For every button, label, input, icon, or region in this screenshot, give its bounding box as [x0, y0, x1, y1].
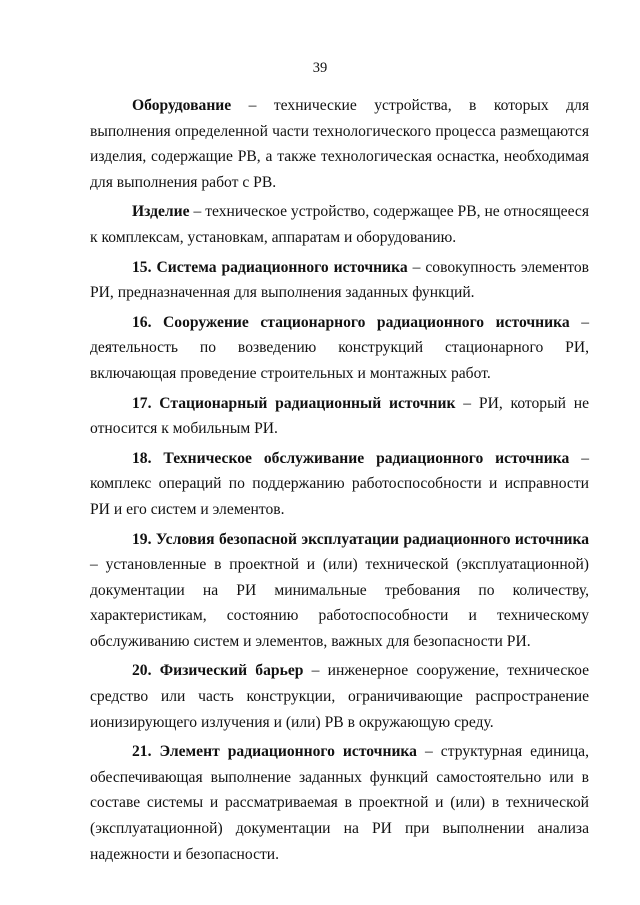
definition-text: – техническое устройство, содержащее РВ, не относящееся к комплексам, установкам, аппаратам и оборудованию.	[90, 203, 589, 246]
definition-paragraph	[90, 391, 589, 442]
defined-term: 16. Сооружение стационарного радиационного источника	[132, 313, 570, 331]
defined-term: 17. Стационарный радиационный источник	[132, 394, 456, 412]
definition-text: – РИ, который не относится к мобильным РИ.	[90, 394, 589, 438]
defined-term: 19. Условия безопасной эксплуатации радиационного источника	[132, 530, 589, 548]
definition-text: – совокупность элементов РИ, предназначенная для выполнения заданных функций.	[90, 258, 589, 302]
defined-term: 18. Техническое обслуживание радиационного источника	[132, 449, 570, 467]
document-body	[90, 93, 589, 871]
defined-term: 20. Физический барьер	[132, 662, 304, 680]
defined-term: 15. Система радиационного источника	[132, 258, 408, 276]
definition-text: – технические устройства, в которых для выполнения определенной части технологического процесса размещаются изделия, содержащие РВ, а также технологическая оснастка, необходимая для выполнения работ с РВ.	[90, 97, 589, 191]
definition-paragraph	[90, 93, 589, 195]
definition-paragraph	[90, 739, 589, 867]
definition-paragraph	[90, 658, 589, 735]
definition-text: – структурная единица, обеспечивающая выполнение заданных функций самостоятельно или в составе системы и рассматриваемая в проектной и (или) в технической (эксплуатационной) документации на РИ при выполнении анализа надежности и безопасности.	[90, 743, 589, 863]
defined-term: 21. Элемент радиационного источника	[132, 743, 417, 761]
definition-paragraph	[90, 255, 589, 306]
definition-paragraph	[90, 446, 589, 523]
defined-term: Оборудование	[132, 97, 232, 114]
defined-term: Изделие	[132, 203, 190, 221]
definition-paragraph	[90, 527, 589, 655]
definition-text: – установленные в проектной и (или) технической (эксплуатационной) документации на РИ минимальные требования по количеству, характеристикам, состоянию работоспособности и техническому обслуживанию систем и элементов, важных для безопасности РИ.	[90, 556, 589, 650]
definition-paragraph	[90, 310, 589, 387]
definition-text: – деятельность по возведению конструкций стационарного РИ, включающая проведение строительных и монтажных работ.	[90, 313, 589, 382]
definition-text: – комплекс операций по поддержанию работоспособности и исправности РИ и его систем и элементов.	[90, 449, 589, 518]
definition-paragraph	[90, 199, 589, 250]
page-number: 39	[312, 60, 328, 76]
definition-text: – инженерное сооружение, техническое средство или часть конструкции, ограничивающие распространение ионизирующего излучения и (или) РВ в окружающую среду.	[90, 662, 589, 731]
